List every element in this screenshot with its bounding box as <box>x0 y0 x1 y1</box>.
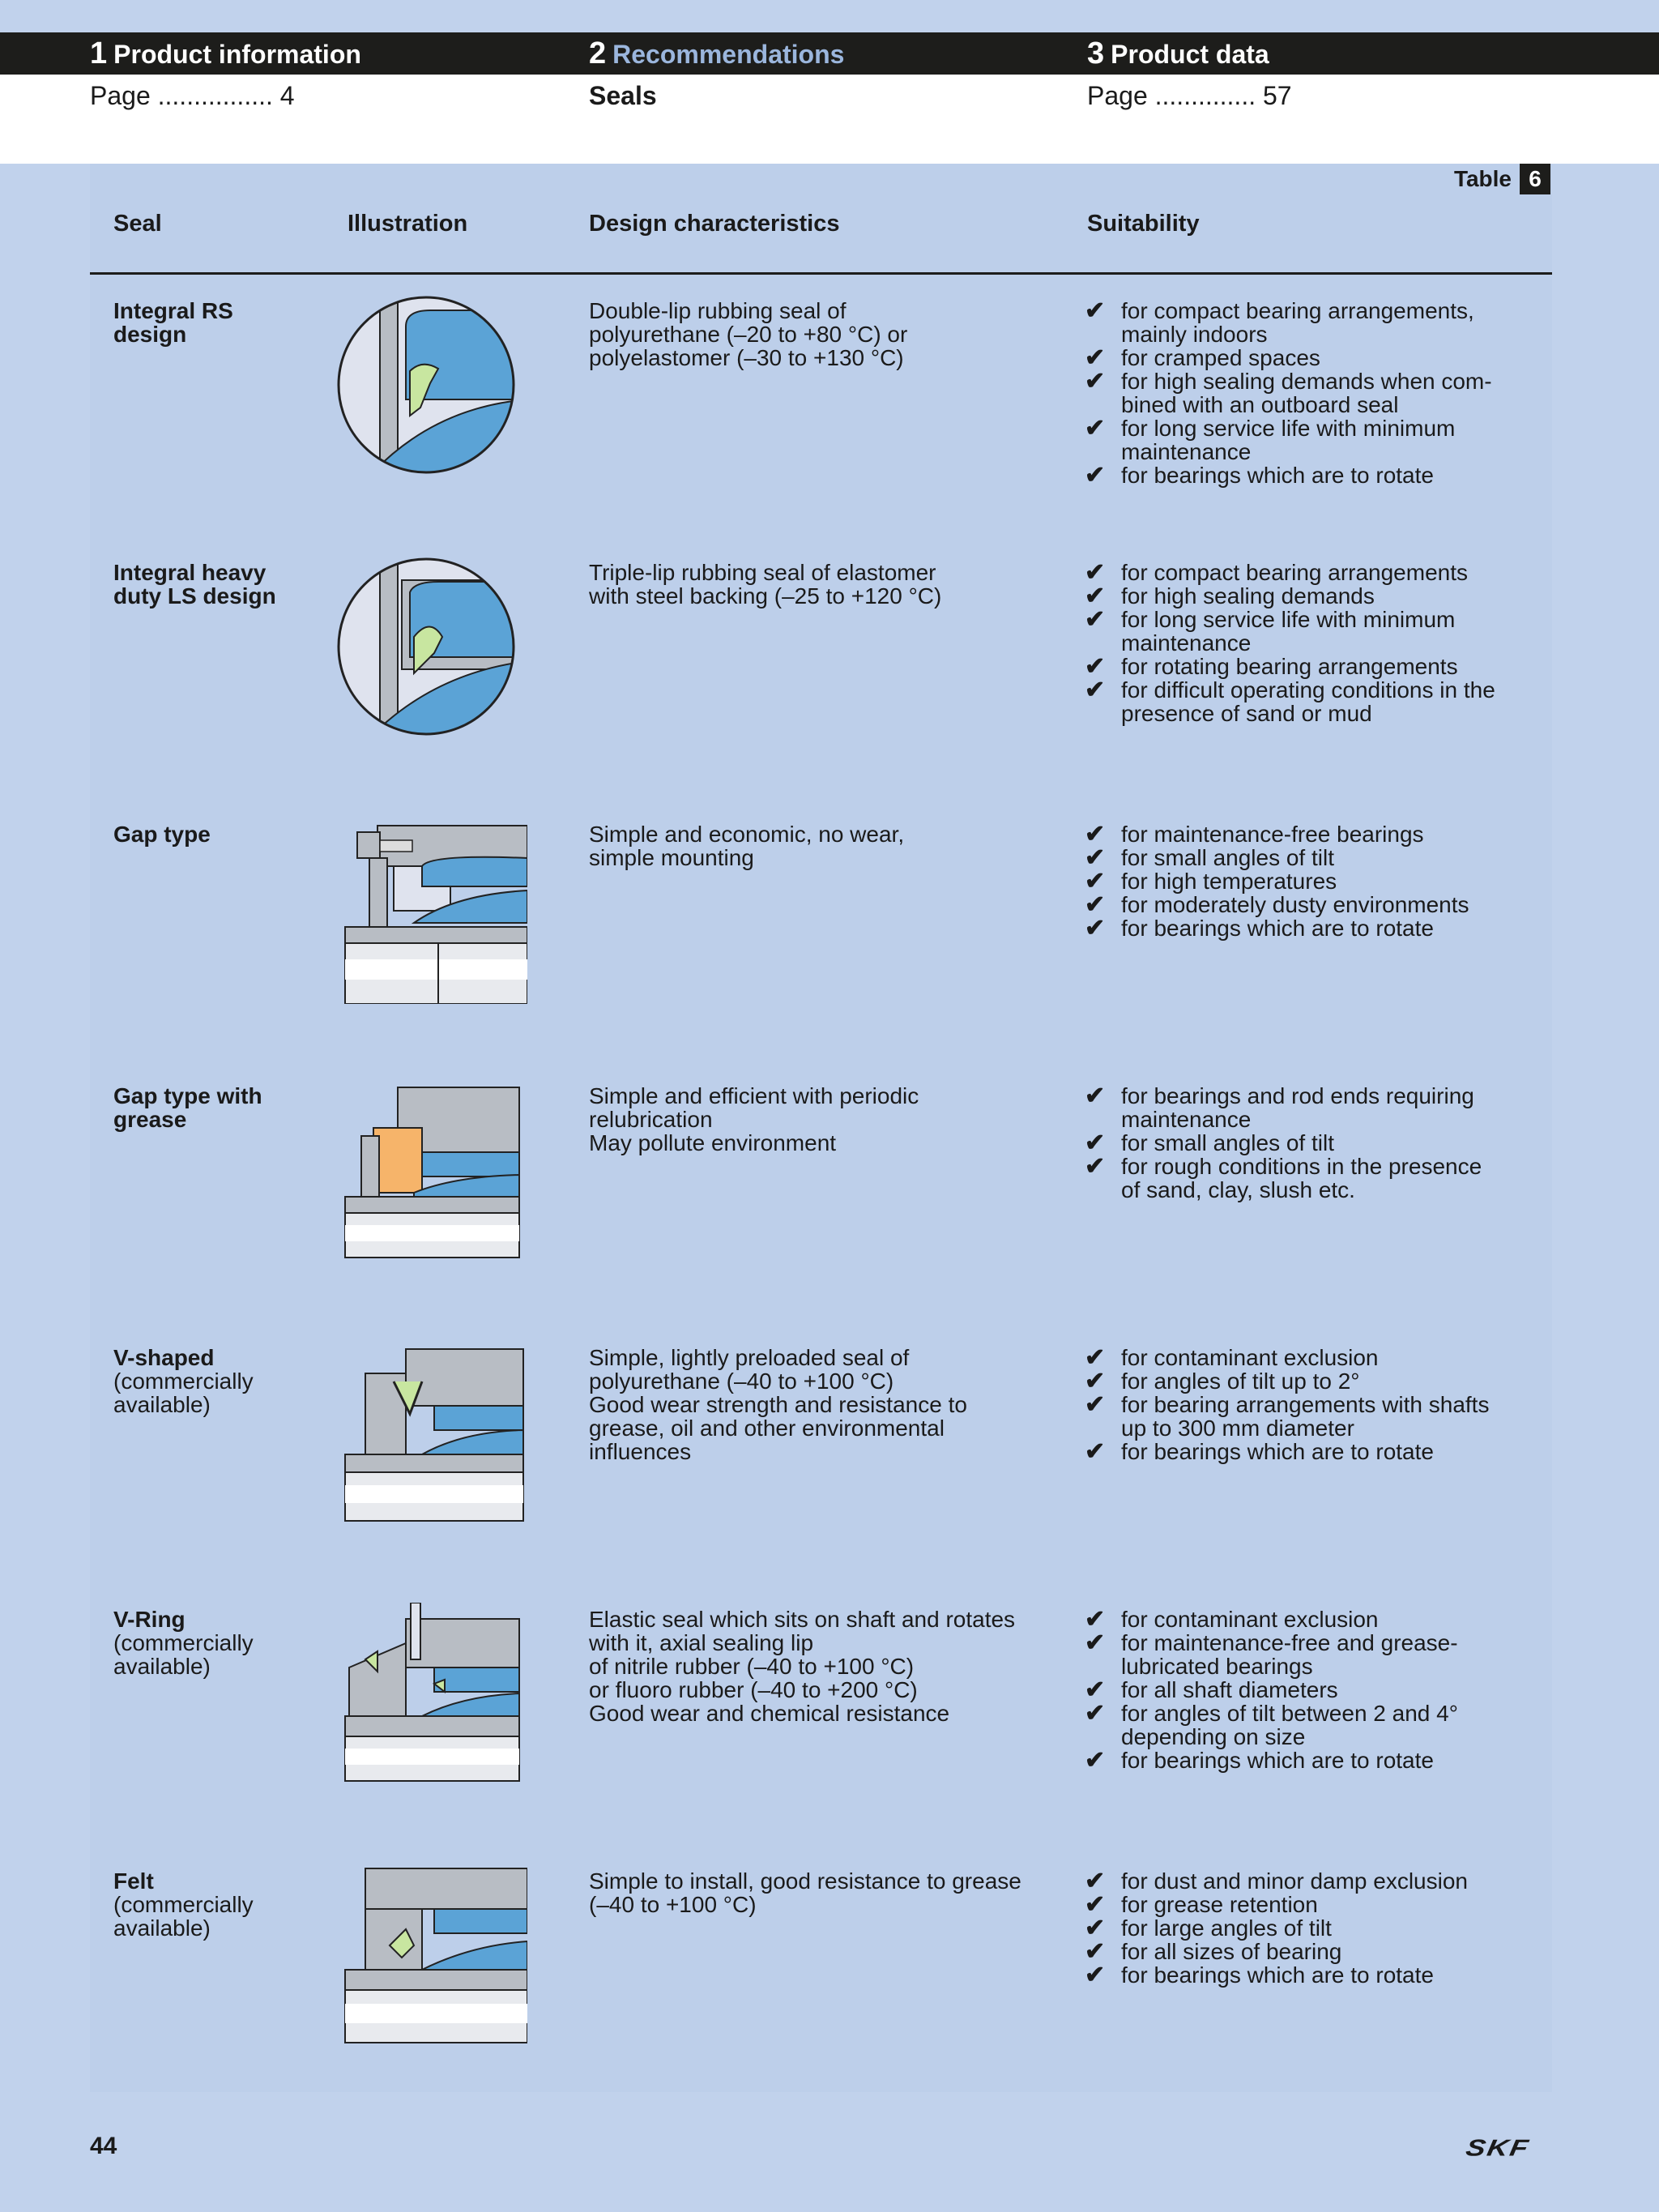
suitability-item <box>1085 346 1538 369</box>
checkmark-icon: ✔ <box>1085 1153 1106 1180</box>
suitability-line: for maintenance-free bearings <box>1121 822 1424 847</box>
section-title-seals: Seals <box>589 81 657 110</box>
suitability-line: for difficult operating conditions in the <box>1121 677 1495 702</box>
nav-section-label: Product data <box>1111 40 1269 69</box>
seal-name <box>113 299 308 346</box>
suitability-line: mainly indoors <box>1121 322 1268 347</box>
checkmark-icon: ✔ <box>1085 1747 1106 1774</box>
seal-name <box>113 1869 308 1940</box>
checkmark-icon: ✔ <box>1085 1700 1106 1727</box>
suitability-item <box>1085 463 1538 487</box>
top-strip <box>0 0 1659 32</box>
skf-logo: SKF <box>1464 2134 1532 2161</box>
suitability-line: for bearings which are to rotate <box>1121 1962 1434 1988</box>
seal-name-line: Integral RS <box>113 298 233 323</box>
seal-name <box>113 1084 308 1131</box>
suitability-item <box>1085 678 1538 725</box>
seal-name-line: Gap type <box>113 822 211 847</box>
seal-name-line: V-Ring <box>113 1607 186 1632</box>
nav-section-product-data[interactable] <box>1087 32 1269 75</box>
gap-type-seal-illustration <box>333 818 527 1004</box>
suitability-item <box>1085 1893 1538 1916</box>
suitability-line: depending on size <box>1121 1724 1306 1749</box>
design-line: Triple-lip rubbing seal of elastomer <box>589 560 936 585</box>
suitability-list <box>1085 561 1538 725</box>
checkmark-icon: ✔ <box>1085 1891 1106 1918</box>
suitability-item <box>1085 1916 1538 1940</box>
seals-table <box>90 164 1552 2092</box>
suitability-item <box>1085 1678 1538 1702</box>
seal-note-line: available) <box>113 1392 211 1417</box>
checkmark-icon: ✔ <box>1085 297 1106 324</box>
table-row <box>90 1845 1552 2107</box>
design-line: Good wear strength and resistance to <box>589 1392 967 1417</box>
design-characteristics <box>589 299 1067 369</box>
design-line: polyurethane (–20 to +80 °C) or <box>589 322 908 347</box>
checkmark-icon: ✔ <box>1085 844 1106 871</box>
suitability-item <box>1085 655 1538 678</box>
design-line: (–40 to +100 °C) <box>589 1892 757 1917</box>
suitability-line: for dust and minor damp exclusion <box>1121 1868 1468 1894</box>
suitability-line: for high sealing demands <box>1121 583 1375 609</box>
checkmark-icon: ✔ <box>1085 915 1106 942</box>
suitability-line: for rotating bearing arrangements <box>1121 654 1458 679</box>
seal-name <box>113 1608 308 1678</box>
checkmark-icon: ✔ <box>1085 1629 1106 1656</box>
v-shaped-seal-illustration <box>333 1341 527 1527</box>
checkmark-icon: ✔ <box>1085 1915 1106 1941</box>
checkmark-icon: ✔ <box>1085 1606 1106 1633</box>
suitability-line: for compact bearing arrangements <box>1121 560 1468 585</box>
design-line: or fluoro rubber (–40 to +200 °C) <box>589 1677 918 1702</box>
integral-rs-seal-illustration <box>333 294 527 480</box>
seal-illustration <box>333 1079 527 1266</box>
design-line: grease, oil and other environmental <box>589 1416 945 1441</box>
page-number: 44 <box>90 2133 117 2159</box>
suitability-line: for bearing arrangements with shafts <box>1121 1392 1490 1417</box>
design-characteristics <box>589 822 1067 869</box>
checkmark-icon: ✔ <box>1085 1938 1106 1965</box>
design-line: polyelastomer (–30 to +130 °C) <box>589 345 904 370</box>
checkmark-icon: ✔ <box>1085 1962 1106 1988</box>
suitability-item <box>1085 1963 1538 1987</box>
design-line: Good wear and chemical resistance <box>589 1701 950 1726</box>
suitability-line: bined with an outboard seal <box>1121 392 1399 417</box>
suitability-line: lubricated bearings <box>1121 1654 1313 1679</box>
suitability-line: for cramped spaces <box>1121 345 1320 370</box>
suitability-line: for contaminant exclusion <box>1121 1607 1379 1632</box>
design-line: relubrication <box>589 1107 713 1132</box>
suitability-item <box>1085 916 1538 940</box>
suitability-line: for bearings which are to rotate <box>1121 1748 1434 1773</box>
checkmark-icon: ✔ <box>1085 415 1106 442</box>
checkmark-icon: ✔ <box>1085 891 1106 918</box>
checkmark-icon: ✔ <box>1085 606 1106 633</box>
integral-ls-seal-illustration <box>333 556 527 742</box>
nav-section-number: 3 <box>1087 36 1105 70</box>
table-row <box>90 1322 1552 1583</box>
checkmark-icon: ✔ <box>1085 677 1106 703</box>
suitability-line: of sand, clay, slush etc. <box>1121 1177 1355 1202</box>
suitability-item <box>1085 1393 1538 1440</box>
design-characteristics <box>589 1608 1067 1725</box>
nav-section-product-information[interactable] <box>90 32 361 75</box>
suitability-item <box>1085 608 1538 655</box>
suitability-line: for small angles of tilt <box>1121 845 1334 870</box>
suitability-item <box>1085 1369 1538 1393</box>
header-seal: Seal <box>113 211 162 237</box>
felt-seal-illustration <box>333 1864 527 2051</box>
suitability-line: for rough conditions in the presence <box>1121 1154 1482 1179</box>
checkmark-icon: ✔ <box>1085 368 1106 395</box>
suitability-item <box>1085 299 1538 346</box>
seal-illustration <box>333 556 527 742</box>
suitability-line: for angles of tilt between 2 and 4° <box>1121 1701 1458 1726</box>
suitability-item <box>1085 822 1538 846</box>
suitability-item <box>1085 846 1538 869</box>
suitability-line: for all shaft diameters <box>1121 1677 1338 1702</box>
suitability-line: for all sizes of bearing <box>1121 1939 1342 1964</box>
suitability-line: for compact bearing arrangements, <box>1121 298 1474 323</box>
suitability-item <box>1085 1631 1538 1678</box>
seal-name-line: Felt <box>113 1868 154 1894</box>
suitability-line: for bearings which are to rotate <box>1121 1439 1434 1464</box>
design-line: Simple, lightly preloaded seal of <box>589 1345 910 1370</box>
design-characteristics <box>589 1869 1067 1916</box>
checkmark-icon: ✔ <box>1085 821 1106 848</box>
suitability-item <box>1085 869 1538 893</box>
table-row <box>90 275 1552 536</box>
table-row <box>90 1060 1552 1322</box>
suitability-line: for maintenance-free and grease- <box>1121 1630 1458 1655</box>
suitability-line: maintenance <box>1121 439 1252 464</box>
suitability-item <box>1085 893 1538 916</box>
checkmark-icon: ✔ <box>1085 1368 1106 1394</box>
design-line: polyurethane (–40 to +100 °C) <box>589 1369 894 1394</box>
checkmark-icon: ✔ <box>1085 868 1106 895</box>
suitability-line: for small angles of tilt <box>1121 1130 1334 1155</box>
suitability-line: for angles of tilt up to 2° <box>1121 1369 1360 1394</box>
suitability-line: for long service life with minimum <box>1121 607 1456 632</box>
nav-section-number: 1 <box>90 36 108 70</box>
page-ref-product-information[interactable]: Page ................ 4 <box>90 81 295 110</box>
seal-note-line: (commercially <box>113 1630 254 1655</box>
suitability-item <box>1085 1702 1538 1749</box>
design-characteristics <box>589 561 1067 608</box>
suitability-item <box>1085 1346 1538 1369</box>
suitability-list <box>1085 1869 1538 1987</box>
v-ring-seal-illustration <box>333 1603 527 1789</box>
seal-note-line: (commercially <box>113 1892 254 1917</box>
table-row <box>90 798 1552 1060</box>
checkmark-icon: ✔ <box>1085 462 1106 489</box>
suitability-item <box>1085 1749 1538 1772</box>
checkmark-icon: ✔ <box>1085 1868 1106 1894</box>
suitability-item <box>1085 1940 1538 1963</box>
page-ref-product-data[interactable]: Page .............. 57 <box>1087 81 1292 110</box>
seal-name-line: Gap type with <box>113 1083 262 1108</box>
seal-name-line: design <box>113 322 187 347</box>
suitability-line: for moderately dusty environments <box>1121 892 1469 917</box>
seal-name <box>113 1346 308 1416</box>
seal-name <box>113 822 308 846</box>
table-row <box>90 536 1552 798</box>
header-illustration: Illustration <box>348 211 468 237</box>
table-label-text: Table <box>1453 166 1512 191</box>
suitability-item <box>1085 1608 1538 1631</box>
suitability-list <box>1085 1608 1538 1772</box>
suitability-line: for high sealing demands when com- <box>1121 369 1492 394</box>
seal-illustration <box>333 818 527 1004</box>
suitability-list <box>1085 1084 1538 1202</box>
seal-note-line: available) <box>113 1654 211 1679</box>
suitability-item <box>1085 416 1538 463</box>
seal-illustration <box>333 1864 527 2051</box>
suitability-item <box>1085 369 1538 416</box>
design-characteristics <box>589 1084 1067 1155</box>
suitability-line: for bearings and rod ends requiring <box>1121 1083 1474 1108</box>
suitability-list <box>1085 822 1538 940</box>
suitability-item <box>1085 1084 1538 1131</box>
suitability-line: maintenance <box>1121 1107 1252 1132</box>
header-design-characteristics: Design characteristics <box>589 211 840 237</box>
suitability-item <box>1085 1131 1538 1155</box>
checkmark-icon: ✔ <box>1085 1438 1106 1465</box>
suitability-line: presence of sand or mud <box>1121 701 1372 726</box>
seal-name-line: V-shaped <box>113 1345 215 1370</box>
checkmark-icon: ✔ <box>1085 653 1106 680</box>
nav-section-number: 2 <box>589 36 607 70</box>
seal-note-line: (commercially <box>113 1369 254 1394</box>
suitability-item <box>1085 1869 1538 1893</box>
suitability-line: for long service life with minimum <box>1121 416 1456 441</box>
seal-name <box>113 561 308 608</box>
seal-illustration <box>333 1341 527 1527</box>
seal-name-line: Integral heavy <box>113 560 267 585</box>
seal-note-line: available) <box>113 1915 211 1941</box>
checkmark-icon: ✔ <box>1085 1083 1106 1109</box>
seal-name-line: duty LS design <box>113 583 276 609</box>
nav-section-label: Recommendations <box>612 40 845 69</box>
design-line: Simple to install, good resistance to grease <box>589 1868 1021 1894</box>
suitability-list <box>1085 1346 1538 1463</box>
suitability-line: up to 300 mm diameter <box>1121 1416 1354 1441</box>
design-line: Double-lip rubbing seal of <box>589 298 847 323</box>
design-line: with steel backing (–25 to +120 °C) <box>589 583 942 609</box>
suitability-line: for grease retention <box>1121 1892 1318 1917</box>
nav-section-recommendations[interactable] <box>589 32 844 75</box>
design-line: Simple and economic, no wear, <box>589 822 905 847</box>
table-label <box>1454 164 1550 194</box>
checkmark-icon: ✔ <box>1085 344 1106 371</box>
design-line: Elastic seal which sits on shaft and rotates <box>589 1607 1016 1632</box>
design-characteristics <box>589 1346 1067 1463</box>
checkmark-icon: ✔ <box>1085 559 1106 586</box>
suitability-item <box>1085 1440 1538 1463</box>
seal-illustration <box>333 294 527 480</box>
table-number: 6 <box>1520 164 1550 194</box>
checkmark-icon: ✔ <box>1085 1676 1106 1703</box>
suitability-line: for bearings which are to rotate <box>1121 463 1434 488</box>
suitability-item <box>1085 584 1538 608</box>
suitability-line: maintenance <box>1121 630 1252 655</box>
table-row <box>90 1583 1552 1845</box>
header-suitability: Suitability <box>1087 211 1200 237</box>
suitability-line: for high temperatures <box>1121 869 1337 894</box>
checkmark-icon: ✔ <box>1085 1344 1106 1371</box>
checkmark-icon: ✔ <box>1085 1129 1106 1156</box>
design-line: Simple and efficient with periodic <box>589 1083 919 1108</box>
design-line: May pollute environment <box>589 1130 837 1155</box>
checkmark-icon: ✔ <box>1085 1391 1106 1418</box>
suitability-line: for large angles of tilt <box>1121 1915 1332 1941</box>
seal-name-line: grease <box>113 1107 187 1132</box>
seal-illustration <box>333 1603 527 1789</box>
design-line: of nitrile rubber (–40 to +100 °C) <box>589 1654 915 1679</box>
design-line: with it, axial sealing lip <box>589 1630 814 1655</box>
nav-section-label: Product information <box>113 40 361 69</box>
suitability-item <box>1085 561 1538 584</box>
checkmark-icon: ✔ <box>1085 583 1106 609</box>
gap-type-grease-seal-illustration <box>333 1079 527 1266</box>
design-line: simple mounting <box>589 845 754 870</box>
suitability-line: for contaminant exclusion <box>1121 1345 1379 1370</box>
design-line: influences <box>589 1439 692 1464</box>
suitability-line: for bearings which are to rotate <box>1121 916 1434 941</box>
suitability-item <box>1085 1155 1538 1202</box>
suitability-list <box>1085 299 1538 487</box>
